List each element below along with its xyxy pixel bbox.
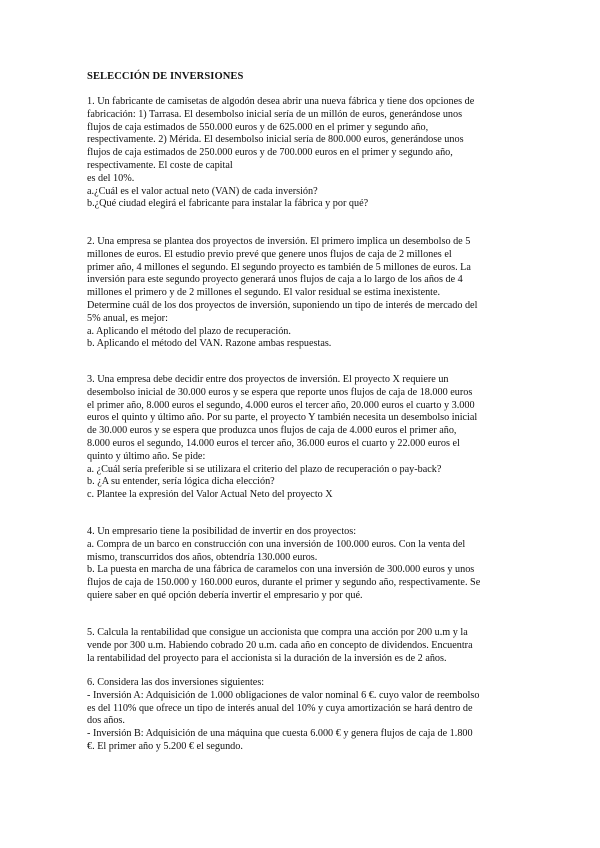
text-line: vende por 300 u.m. Habiendo cobrado 20 u.m. cada año en concepto de dividendos. Encuentra: [87, 639, 473, 651]
text-line: millones el primero y de 2 millones el segundo. El valor residual se estima inexistente.: [87, 287, 441, 299]
text-line: - Inversión B: Adquisición de una máquina que cuesta 6.000 € y genera flujos de caja de 1.800: [87, 728, 473, 740]
text-line: 2. Una empresa se plantea dos proyectos de inversión. El primero implica un desembolso de 5: [87, 236, 471, 247]
text-line: a. ¿Cuál sería preferible si se utilizara el criterio del plazo de recuperación o pay-back?: [87, 463, 442, 475]
text-line: flujos de caja estimados de 250.000 euros y de 700.000 euros en el primer y segundo año,: [87, 147, 453, 159]
text-line: quinto y último año. Se pide:: [87, 450, 206, 462]
text-line: 3. Una empresa debe decidir entre dos proyectos de inversión. El proyecto X requiere un: [87, 374, 449, 385]
text-line: b. La puesta en marcha de una fábrica de caramelos con una inversión de 300.000 euros y unos: [87, 564, 475, 576]
text-line: primer año, 4 millones el segundo. El segundo proyecto es también de 5 millones de euros. La: [87, 261, 471, 273]
text-line: el primer año, 8.000 euros el segundo, 4.000 euros el tercer año, 20.000 euros el cuarto y 3.000: [87, 399, 475, 411]
exercise-5: [87, 627, 519, 665]
exercise-6: [87, 677, 519, 754]
exercise-4: [87, 526, 519, 603]
text-line: c. Plantee la expresión del Valor Actual Neto del proyecto X: [87, 489, 333, 501]
text-line: a.¿Cuál es el valor actual neto (VAN) de cada inversión?: [87, 185, 318, 197]
text-line: b. ¿A su entender, sería lógica dicha elección?: [87, 476, 275, 488]
page-title: SELECCIÓN DE INVERSIONES: [87, 71, 244, 82]
text-line: dos años.: [87, 715, 125, 727]
text-line: respectivamente. 2) Mérida. El desembolso inicial sería de 800.000 euros, generándose unos: [87, 134, 464, 146]
exercise-3: [87, 374, 519, 502]
text-line: mismo, transcurridos dos años, obtendría 130.000 euros.: [87, 551, 318, 563]
text-line: 4. Un empresario tiene la posibilidad de invertir en dos proyectos:: [87, 526, 357, 537]
text-line: 1. Un fabricante de camisetas de algodón desea abrir una nueva fábrica y tiene dos opciones de: [87, 96, 475, 107]
text-line: 5% anual, es mejor:: [87, 312, 168, 324]
exercise-1: [87, 96, 519, 211]
text-line: quiere saber en qué opción debería invertir el empresario y por qué.: [87, 589, 363, 601]
text-line: 6. Considera las dos inversiones siguientes:: [87, 677, 265, 688]
text-line: desembolso inicial de 30.000 euros y se espera que reporte unos flujos de caja de 18.000 euros: [87, 386, 473, 398]
text-line: inversión para este segundo proyecto generará unos flujos de caja a lo largo de los años de 4: [87, 274, 463, 286]
text-line: la rentabilidad del proyecto para el accionista si la duración de la inversión es de 2 años.: [87, 652, 447, 664]
text-line: €. El primer año y 5.200 € el segundo.: [87, 740, 243, 752]
text-line: millones de euros. El estudio previo prevé que genere unos flujos de caja de 2 millones el: [87, 248, 452, 260]
text-line: flujos de caja de 150.000 y 160.000 euros, durante el primer y segundo año, respectivamente. Se: [87, 577, 481, 589]
text-line: 8.000 euros el segundo, 14.000 euros el tercer año, 36.000 euros el cuarto y 22.000 euros el: [87, 437, 460, 449]
text-line: a. Aplicando el método del plazo de recuperación.: [87, 325, 291, 337]
text-line: es del 110% que ofrece un tipo de interés anual del 10% y cuya amortización se hará dentro de: [87, 702, 473, 714]
text-line: 5. Calcula la rentabilidad que consigue un accionista que compra una acción por 200 u.m y la: [87, 627, 468, 638]
text-line: fabricación: 1) Tarrasa. El desembolso inicial sería de un millón de euros, generándose unos: [87, 108, 463, 120]
text-line: b.¿Qué ciudad elegirá el fabricante para instalar la fábrica y por qué?: [87, 198, 369, 210]
text-line: es del 10%.: [87, 172, 135, 184]
exercise-2: [87, 236, 519, 351]
text-line: - Inversión A: Adquisición de 1.000 obligaciones de valor nominal 6 €. cuyo valor de reembolso: [87, 689, 480, 701]
text-line: de 30.000 euros y se espera que produzca unos flujos de caja de 4.000 euros el primer año,: [87, 425, 457, 437]
text-line: Determine cuál de los dos proyectos de inversión, suponiendo un tipo de interés de mercado del: [87, 299, 478, 311]
text-line: flujos de caja estimados de 550.000 euros y de 625.000 en el primer y segundo año,: [87, 121, 429, 133]
text-line: a. Compra de un barco en construcción con una inversión de 100.000 euros. Con la venta del: [87, 538, 466, 550]
text-line: respectivamente. El coste de capital: [87, 159, 233, 171]
text-line: b. Aplicando el método del VAN. Razone ambas respuestas.: [87, 338, 332, 350]
text-line: euros el quinto y último año. Por su parte, el proyecto Y también necesita un desembolso inicial: [87, 412, 478, 424]
